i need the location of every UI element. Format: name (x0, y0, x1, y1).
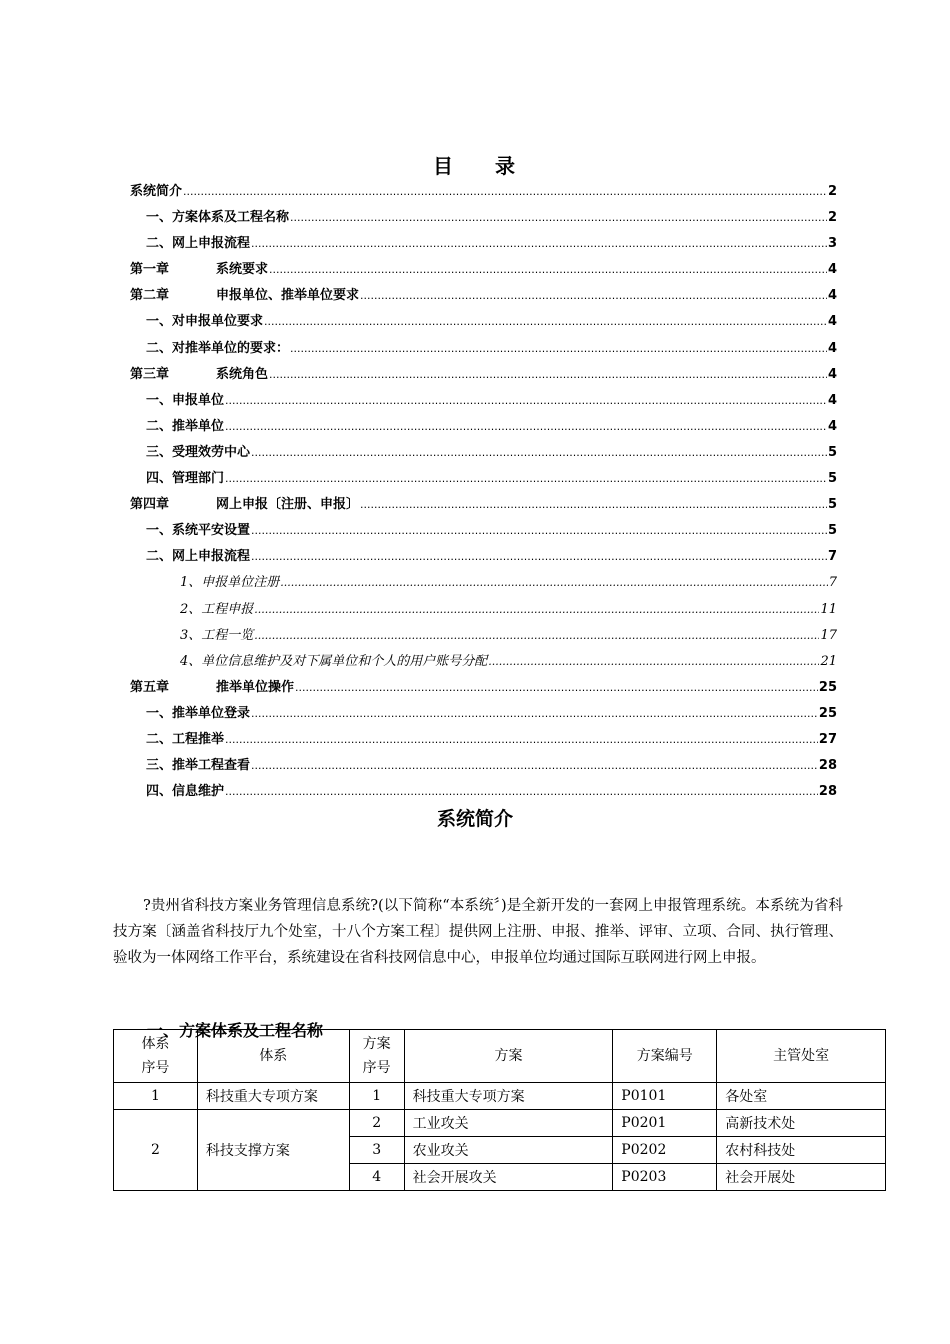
toc-entry[interactable] (130, 206, 837, 232)
cell-code: P0203 (613, 1164, 717, 1191)
toc-entry-label: 二、对推举单位的要求： (146, 340, 290, 356)
toc-title-left: 目 (433, 154, 455, 178)
toc-entry[interactable] (130, 519, 837, 545)
toc-page-number: 11 (820, 601, 837, 617)
table-header-row (114, 1030, 886, 1083)
toc-entry-label: 一、申报单位 (146, 392, 225, 408)
cell-system: 科技重大专项方案 (197, 1083, 349, 1110)
cell-plan-no: 4 (349, 1164, 404, 1191)
toc-page-number: 5 (827, 471, 837, 487)
toc-entry-label: 四、管理部门 (146, 471, 225, 487)
toc-title (0, 150, 950, 179)
subsection-title: 一、方案体系及工程名称 (147, 1021, 324, 1040)
table-of-contents (130, 180, 837, 806)
toc-entry-label: 网上申报〔注册、申报〕 (216, 497, 360, 513)
toc-page-number: 4 (827, 418, 837, 434)
toc-entry-label: 3、工程一览 (180, 627, 254, 643)
toc-entry-label: 系统简介 (130, 184, 183, 199)
toc-entry[interactable] (130, 337, 837, 363)
toc-leader-dots (251, 549, 827, 564)
toc-entry[interactable] (130, 624, 837, 650)
toc-entry-label: 2、工程申报 (180, 601, 254, 617)
toc-page-number: 2 (827, 210, 837, 226)
toc-leader-dots (225, 393, 827, 408)
toc-leader-dots (360, 497, 827, 512)
toc-leader-dots (269, 367, 827, 382)
toc-page-number: 7 (828, 575, 837, 591)
toc-leader-dots (225, 784, 818, 799)
toc-entry-label: 一、推举单位登录 (146, 705, 251, 721)
cell-code: P0101 (613, 1083, 717, 1110)
toc-page-number: 25 (818, 705, 837, 721)
toc-chapter-label: 第五章 (130, 679, 170, 695)
header-system: 体系 (197, 1030, 349, 1083)
cell-office: 社会开展处 (717, 1164, 886, 1191)
cell-system: 科技支撑方案 (197, 1110, 349, 1191)
toc-leader-dots (251, 445, 827, 460)
toc-entry[interactable] (130, 310, 837, 336)
toc-chapter-label: 第三章 (130, 366, 170, 382)
plan-table (113, 1029, 886, 1191)
table-row (114, 1083, 886, 1110)
toc-page-number: 28 (818, 758, 837, 774)
toc-page-number: 3 (827, 236, 837, 252)
toc-title-right: 录 (495, 154, 517, 178)
toc-entry[interactable] (130, 493, 837, 519)
toc-page-number: 5 (827, 523, 837, 539)
toc-page-number: 4 (827, 366, 837, 382)
toc-leader-dots (251, 758, 818, 773)
header-plan-no: 方案 序号 (349, 1030, 404, 1083)
toc-leader-dots (225, 732, 818, 747)
toc-entry-label: 一、方案体系及工程名称 (146, 210, 290, 226)
cell-code: P0202 (613, 1137, 717, 1164)
toc-entry-label: 系统要求 (216, 262, 269, 278)
toc-entry[interactable] (130, 598, 837, 624)
toc-entry[interactable] (130, 258, 837, 284)
toc-leader-dots (280, 575, 827, 590)
toc-entry[interactable] (130, 180, 837, 206)
cell-plan: 工业攻关 (404, 1110, 613, 1137)
toc-entry[interactable] (130, 232, 837, 258)
toc-page-number: 4 (827, 288, 837, 304)
toc-entry-label: 三、推举工程查看 (146, 758, 251, 774)
toc-page-number: 17 (820, 627, 837, 643)
toc-page-number: 25 (818, 679, 837, 695)
toc-leader-dots (264, 314, 827, 329)
toc-entry-label: 4、单位信息维护及对下属单位和个人的用户账号分配 (180, 653, 488, 669)
toc-leader-dots (295, 680, 818, 695)
toc-entry-label: 系统角色 (216, 366, 269, 382)
toc-entry[interactable] (130, 284, 837, 310)
cell-office: 农村科技处 (717, 1137, 886, 1164)
toc-page-number: 28 (818, 784, 837, 800)
cell-office: 高新技术处 (717, 1110, 886, 1137)
toc-leader-dots (290, 341, 827, 356)
toc-page-number: 4 (827, 314, 837, 330)
toc-entry-label: 四、信息维护 (146, 784, 225, 800)
toc-page-number: 21 (820, 653, 837, 669)
header-office: 主管处室 (717, 1030, 886, 1083)
toc-entry-label: 一、系统平安设置 (146, 523, 251, 539)
toc-leader-dots (360, 288, 827, 303)
cell-plan-no: 3 (349, 1137, 404, 1164)
toc-entry[interactable] (130, 754, 837, 780)
toc-leader-dots (254, 628, 819, 643)
toc-entry[interactable] (130, 676, 837, 702)
toc-page-number: 4 (827, 392, 837, 408)
toc-entry[interactable] (130, 441, 837, 467)
cell-plan-no: 1 (349, 1083, 404, 1110)
toc-entry-label: 一、对申报单位要求 (146, 314, 264, 330)
table-row (114, 1110, 886, 1137)
toc-page-number: 2 (827, 184, 837, 199)
toc-leader-dots (254, 602, 819, 617)
toc-leader-dots (251, 523, 827, 538)
toc-leader-dots (225, 419, 827, 434)
toc-chapter-label: 第二章 (130, 288, 170, 304)
intro-paragraph: ?贵州省科技方案业务管理信息系统?(以下简称“本系统〞)是全新开发的一套网上申报管理系统。本系统为省科技方案〔涵盖省科技厅九个处室，十八个方案工程〕提供网上注册、申报、推举、评审、立项、合同、执行管理、验收为一体网络工作平台，系统建设在省科技网信息中心，申报单位均通过国际互联网进行网上申报。 (113, 897, 843, 966)
header-plan: 方案 (404, 1030, 613, 1083)
toc-entry-label: 推举单位操作 (216, 679, 295, 695)
toc-entry[interactable] (130, 467, 837, 493)
toc-entry-label: 三、受理效劳中心 (146, 444, 251, 460)
toc-entry[interactable] (130, 650, 837, 676)
toc-page-number: 4 (827, 262, 837, 278)
toc-entry-label: 二、网上申报流程 (146, 236, 251, 252)
header-code: 方案编号 (613, 1030, 717, 1083)
toc-entry[interactable] (130, 571, 837, 597)
toc-chapter-label: 第四章 (130, 497, 170, 513)
cell-plan: 科技重大专项方案 (404, 1083, 613, 1110)
toc-entry-label: 申报单位、推举单位要求 (216, 288, 360, 304)
cell-sys-no: 2 (114, 1110, 198, 1191)
toc-entry[interactable] (130, 728, 837, 754)
cell-sys-no: 1 (114, 1083, 198, 1110)
toc-entry[interactable] (130, 702, 837, 728)
cell-plan-no: 2 (349, 1110, 404, 1137)
toc-entry[interactable] (130, 545, 837, 571)
toc-entry[interactable] (130, 780, 837, 806)
toc-leader-dots (269, 262, 827, 277)
toc-entry-label: 二、网上申报流程 (146, 549, 251, 565)
toc-leader-dots (251, 236, 827, 251)
toc-entry-label: 二、工程推举 (146, 731, 225, 747)
toc-chapter-label: 第一章 (130, 262, 170, 278)
toc-entry-label: 1、申报单位注册 (180, 575, 280, 591)
toc-leader-dots (225, 471, 827, 486)
cell-plan: 农业攻关 (404, 1137, 613, 1164)
toc-leader-dots (183, 184, 827, 199)
toc-page-number: 4 (827, 340, 837, 356)
toc-leader-dots (251, 706, 818, 721)
toc-page-number: 5 (827, 444, 837, 460)
toc-page-number: 7 (827, 549, 837, 565)
header-sys-no: 体系 序号 (114, 1030, 198, 1083)
toc-leader-dots (488, 654, 819, 669)
toc-leader-dots (290, 210, 827, 225)
toc-entry[interactable] (130, 389, 837, 415)
section-title: 系统简介 (436, 808, 513, 830)
toc-page-number: 27 (818, 731, 837, 747)
toc-page-number: 5 (827, 497, 837, 513)
toc-entry[interactable] (130, 363, 837, 389)
cell-code: P0201 (613, 1110, 717, 1137)
cell-office: 各处室 (717, 1083, 886, 1110)
toc-entry-label: 二、推举单位 (146, 418, 225, 434)
toc-entry[interactable] (130, 415, 837, 441)
cell-plan: 社会开展攻关 (404, 1164, 613, 1191)
